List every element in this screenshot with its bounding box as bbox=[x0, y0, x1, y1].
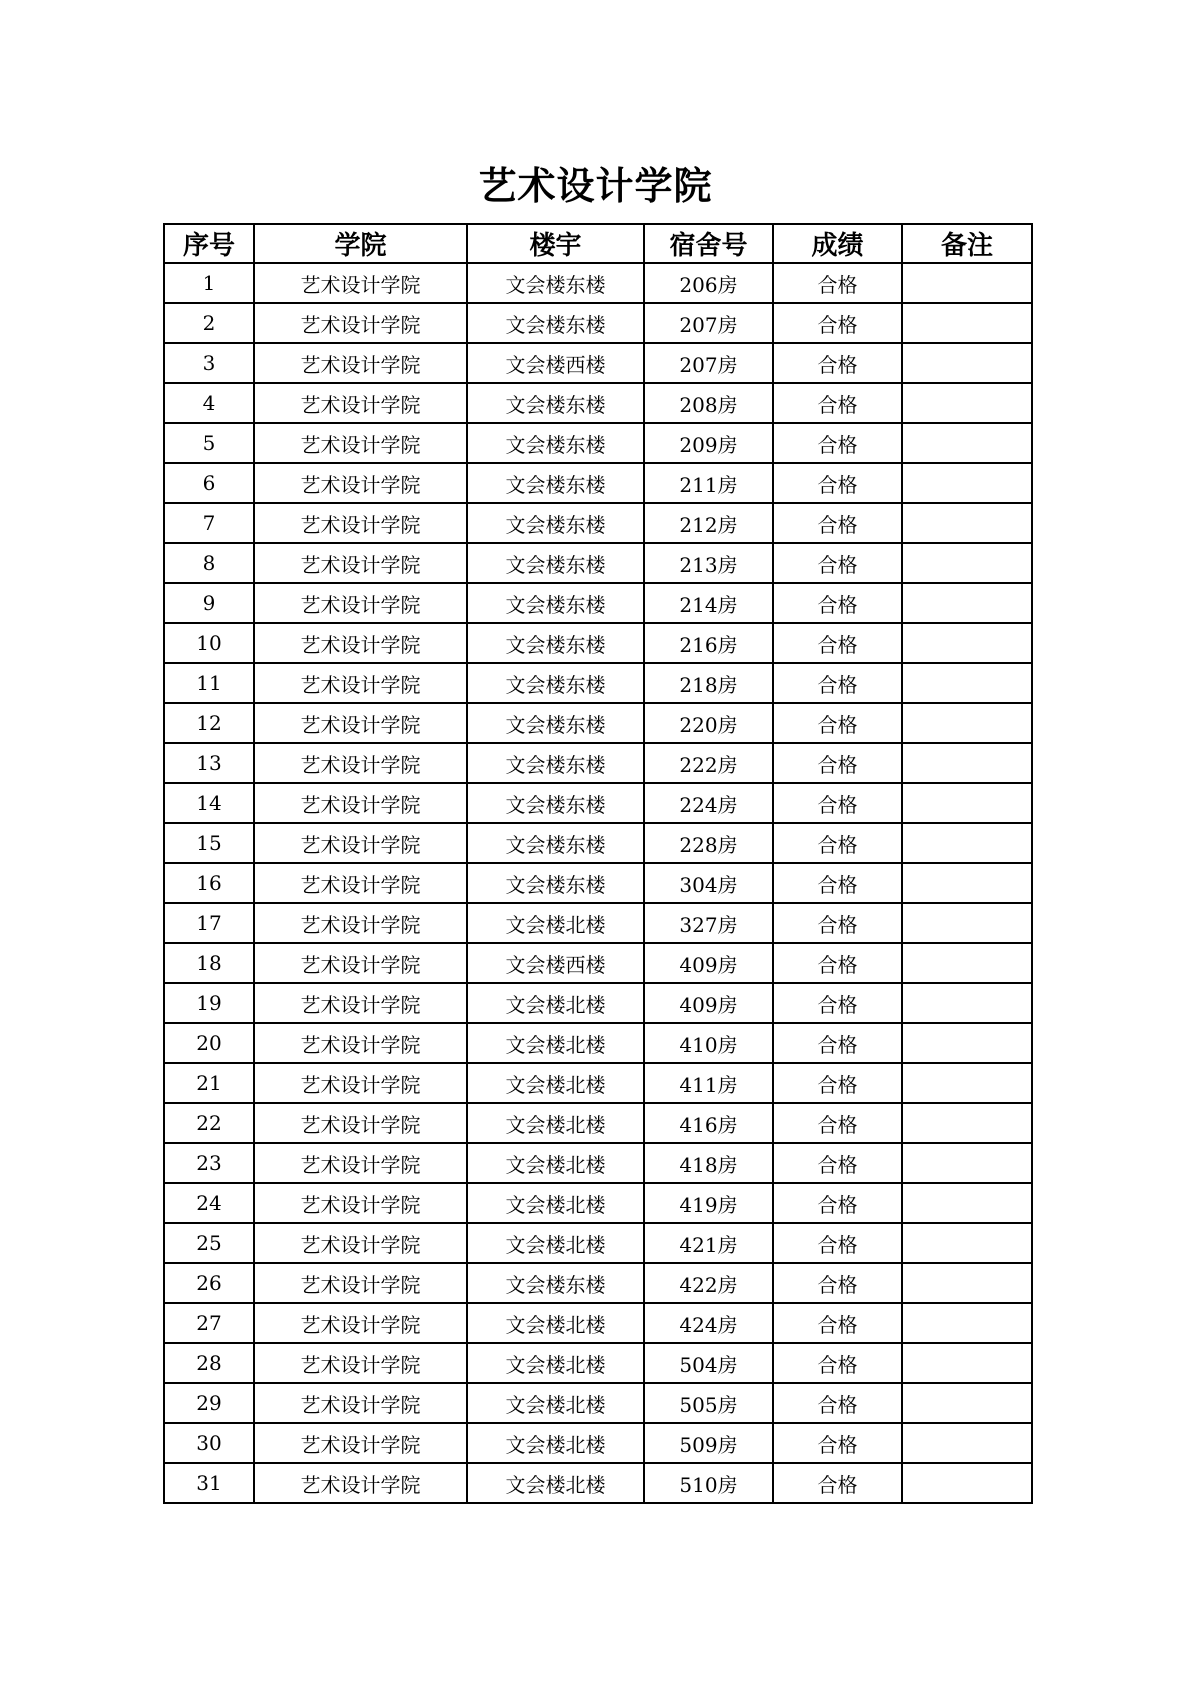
cell-college: 艺术设计学院 bbox=[254, 783, 467, 823]
cell-index: 30 bbox=[164, 1423, 254, 1463]
cell-result: 合格 bbox=[773, 543, 902, 583]
cell-room: 218房 bbox=[644, 663, 773, 703]
cell-remarks bbox=[902, 1023, 1032, 1063]
cell-remarks bbox=[902, 1063, 1032, 1103]
table-row bbox=[164, 1343, 1032, 1383]
cell-building: 文会楼北楼 bbox=[467, 1103, 644, 1143]
table-row bbox=[164, 343, 1032, 383]
cell-result: 合格 bbox=[773, 343, 902, 383]
table-header-row bbox=[164, 224, 1032, 263]
cell-result: 合格 bbox=[773, 743, 902, 783]
cell-index: 3 bbox=[164, 343, 254, 383]
cell-college: 艺术设计学院 bbox=[254, 1423, 467, 1463]
table-row bbox=[164, 1463, 1032, 1503]
table-row bbox=[164, 1103, 1032, 1143]
cell-college: 艺术设计学院 bbox=[254, 463, 467, 503]
header-building: 楼宇 bbox=[467, 224, 644, 263]
cell-building: 文会楼西楼 bbox=[467, 343, 644, 383]
cell-room: 206房 bbox=[644, 263, 773, 303]
cell-college: 艺术设计学院 bbox=[254, 623, 467, 663]
cell-result: 合格 bbox=[773, 983, 902, 1023]
header-college: 学院 bbox=[254, 224, 467, 263]
cell-college: 艺术设计学院 bbox=[254, 983, 467, 1023]
table-row bbox=[164, 583, 1032, 623]
cell-result: 合格 bbox=[773, 1023, 902, 1063]
cell-college: 艺术设计学院 bbox=[254, 303, 467, 343]
cell-remarks bbox=[902, 463, 1032, 503]
cell-building: 文会楼北楼 bbox=[467, 1023, 644, 1063]
table-row bbox=[164, 1183, 1032, 1223]
cell-index: 4 bbox=[164, 383, 254, 423]
header-result: 成绩 bbox=[773, 224, 902, 263]
cell-result: 合格 bbox=[773, 1263, 902, 1303]
cell-result: 合格 bbox=[773, 1423, 902, 1463]
cell-room: 207房 bbox=[644, 303, 773, 343]
cell-remarks bbox=[902, 663, 1032, 703]
table-row bbox=[164, 623, 1032, 663]
cell-index: 1 bbox=[164, 263, 254, 303]
cell-remarks bbox=[902, 503, 1032, 543]
cell-remarks bbox=[902, 1103, 1032, 1143]
cell-college: 艺术设计学院 bbox=[254, 1103, 467, 1143]
cell-college: 艺术设计学院 bbox=[254, 943, 467, 983]
cell-room: 209房 bbox=[644, 423, 773, 463]
cell-result: 合格 bbox=[773, 1183, 902, 1223]
table-row bbox=[164, 1263, 1032, 1303]
cell-remarks bbox=[902, 303, 1032, 343]
cell-index: 6 bbox=[164, 463, 254, 503]
cell-index: 20 bbox=[164, 1023, 254, 1063]
cell-index: 18 bbox=[164, 943, 254, 983]
cell-result: 合格 bbox=[773, 1143, 902, 1183]
cell-result: 合格 bbox=[773, 1383, 902, 1423]
cell-building: 文会楼东楼 bbox=[467, 1263, 644, 1303]
cell-result: 合格 bbox=[773, 1303, 902, 1343]
cell-building: 文会楼北楼 bbox=[467, 1383, 644, 1423]
cell-building: 文会楼东楼 bbox=[467, 423, 644, 463]
cell-college: 艺术设计学院 bbox=[254, 1063, 467, 1103]
cell-index: 12 bbox=[164, 703, 254, 743]
cell-room: 409房 bbox=[644, 983, 773, 1023]
cell-building: 文会楼东楼 bbox=[467, 663, 644, 703]
table-row bbox=[164, 1063, 1032, 1103]
cell-building: 文会楼北楼 bbox=[467, 1463, 644, 1503]
cell-result: 合格 bbox=[773, 703, 902, 743]
table-row bbox=[164, 1423, 1032, 1463]
cell-remarks bbox=[902, 1303, 1032, 1343]
page-title: 艺术设计学院 bbox=[478, 164, 713, 208]
table-row bbox=[164, 1143, 1032, 1183]
cell-college: 艺术设计学院 bbox=[254, 823, 467, 863]
cell-result: 合格 bbox=[773, 1223, 902, 1263]
cell-building: 文会楼北楼 bbox=[467, 1343, 644, 1383]
cell-result: 合格 bbox=[773, 1063, 902, 1103]
cell-room: 228房 bbox=[644, 823, 773, 863]
table-row bbox=[164, 743, 1032, 783]
table-row bbox=[164, 783, 1032, 823]
table-row bbox=[164, 1023, 1032, 1063]
cell-result: 合格 bbox=[773, 663, 902, 703]
cell-index: 17 bbox=[164, 903, 254, 943]
cell-remarks bbox=[902, 1423, 1032, 1463]
cell-remarks bbox=[902, 743, 1032, 783]
table-row bbox=[164, 303, 1032, 343]
cell-college: 艺术设计学院 bbox=[254, 903, 467, 943]
cell-remarks bbox=[902, 623, 1032, 663]
cell-result: 合格 bbox=[773, 1343, 902, 1383]
cell-index: 24 bbox=[164, 1183, 254, 1223]
cell-college: 艺术设计学院 bbox=[254, 663, 467, 703]
cell-index: 11 bbox=[164, 663, 254, 703]
cell-building: 文会楼东楼 bbox=[467, 503, 644, 543]
cell-index: 26 bbox=[164, 1263, 254, 1303]
cell-room: 220房 bbox=[644, 703, 773, 743]
cell-room: 207房 bbox=[644, 343, 773, 383]
cell-building: 文会楼北楼 bbox=[467, 1223, 644, 1263]
cell-result: 合格 bbox=[773, 423, 902, 463]
cell-remarks bbox=[902, 423, 1032, 463]
cell-room: 509房 bbox=[644, 1423, 773, 1463]
cell-remarks bbox=[902, 703, 1032, 743]
cell-remarks bbox=[902, 1223, 1032, 1263]
table-row bbox=[164, 703, 1032, 743]
cell-remarks bbox=[902, 263, 1032, 303]
cell-room: 222房 bbox=[644, 743, 773, 783]
cell-index: 21 bbox=[164, 1063, 254, 1103]
cell-remarks bbox=[902, 783, 1032, 823]
cell-index: 7 bbox=[164, 503, 254, 543]
cell-college: 艺术设计学院 bbox=[254, 543, 467, 583]
table-row bbox=[164, 943, 1032, 983]
cell-result: 合格 bbox=[773, 1463, 902, 1503]
cell-college: 艺术设计学院 bbox=[254, 583, 467, 623]
cell-college: 艺术设计学院 bbox=[254, 1183, 467, 1223]
cell-index: 8 bbox=[164, 543, 254, 583]
cell-college: 艺术设计学院 bbox=[254, 1383, 467, 1423]
cell-college: 艺术设计学院 bbox=[254, 343, 467, 383]
cell-remarks bbox=[902, 543, 1032, 583]
cell-building: 文会楼北楼 bbox=[467, 1143, 644, 1183]
cell-result: 合格 bbox=[773, 383, 902, 423]
cell-index: 10 bbox=[164, 623, 254, 663]
cell-remarks bbox=[902, 863, 1032, 903]
table-row bbox=[164, 1383, 1032, 1423]
cell-room: 214房 bbox=[644, 583, 773, 623]
table-row bbox=[164, 663, 1032, 703]
cell-index: 28 bbox=[164, 1343, 254, 1383]
cell-remarks bbox=[902, 343, 1032, 383]
cell-remarks bbox=[902, 1343, 1032, 1383]
cell-building: 文会楼东楼 bbox=[467, 783, 644, 823]
cell-college: 艺术设计学院 bbox=[254, 1023, 467, 1063]
cell-college: 艺术设计学院 bbox=[254, 1463, 467, 1503]
cell-index: 23 bbox=[164, 1143, 254, 1183]
cell-college: 艺术设计学院 bbox=[254, 1343, 467, 1383]
table-row bbox=[164, 503, 1032, 543]
table-row bbox=[164, 1303, 1032, 1343]
cell-building: 文会楼东楼 bbox=[467, 743, 644, 783]
cell-index: 16 bbox=[164, 863, 254, 903]
cell-college: 艺术设计学院 bbox=[254, 1303, 467, 1343]
cell-room: 505房 bbox=[644, 1383, 773, 1423]
cell-college: 艺术设计学院 bbox=[254, 703, 467, 743]
cell-remarks bbox=[902, 823, 1032, 863]
cell-room: 416房 bbox=[644, 1103, 773, 1143]
cell-remarks bbox=[902, 583, 1032, 623]
table-row bbox=[164, 383, 1032, 423]
cell-building: 文会楼东楼 bbox=[467, 263, 644, 303]
cell-building: 文会楼北楼 bbox=[467, 983, 644, 1023]
cell-result: 合格 bbox=[773, 463, 902, 503]
cell-college: 艺术设计学院 bbox=[254, 383, 467, 423]
cell-room: 327房 bbox=[644, 903, 773, 943]
cell-index: 19 bbox=[164, 983, 254, 1023]
cell-building: 文会楼北楼 bbox=[467, 1423, 644, 1463]
cell-building: 文会楼北楼 bbox=[467, 903, 644, 943]
cell-result: 合格 bbox=[773, 263, 902, 303]
cell-room: 421房 bbox=[644, 1223, 773, 1263]
cell-room: 216房 bbox=[644, 623, 773, 663]
table-row bbox=[164, 423, 1032, 463]
cell-building: 文会楼西楼 bbox=[467, 943, 644, 983]
cell-remarks bbox=[902, 903, 1032, 943]
cell-remarks bbox=[902, 1463, 1032, 1503]
cell-result: 合格 bbox=[773, 903, 902, 943]
cell-room: 419房 bbox=[644, 1183, 773, 1223]
cell-result: 合格 bbox=[773, 943, 902, 983]
cell-result: 合格 bbox=[773, 823, 902, 863]
cell-index: 29 bbox=[164, 1383, 254, 1423]
cell-college: 艺术设计学院 bbox=[254, 423, 467, 463]
cell-building: 文会楼东楼 bbox=[467, 823, 644, 863]
cell-index: 25 bbox=[164, 1223, 254, 1263]
cell-index: 15 bbox=[164, 823, 254, 863]
cell-room: 304房 bbox=[644, 863, 773, 903]
cell-building: 文会楼东楼 bbox=[467, 623, 644, 663]
cell-room: 409房 bbox=[644, 943, 773, 983]
cell-building: 文会楼北楼 bbox=[467, 1183, 644, 1223]
cell-college: 艺术设计学院 bbox=[254, 263, 467, 303]
cell-room: 213房 bbox=[644, 543, 773, 583]
table-row bbox=[164, 463, 1032, 503]
cell-index: 2 bbox=[164, 303, 254, 343]
cell-result: 合格 bbox=[773, 503, 902, 543]
cell-remarks bbox=[902, 943, 1032, 983]
table-row bbox=[164, 863, 1032, 903]
cell-building: 文会楼东楼 bbox=[467, 863, 644, 903]
cell-room: 510房 bbox=[644, 1463, 773, 1503]
cell-index: 9 bbox=[164, 583, 254, 623]
cell-index: 27 bbox=[164, 1303, 254, 1343]
cell-building: 文会楼东楼 bbox=[467, 383, 644, 423]
cell-college: 艺术设计学院 bbox=[254, 743, 467, 783]
table-row bbox=[164, 263, 1032, 303]
cell-room: 418房 bbox=[644, 1143, 773, 1183]
cell-remarks bbox=[902, 1183, 1032, 1223]
cell-room: 422房 bbox=[644, 1263, 773, 1303]
cell-room: 211房 bbox=[644, 463, 773, 503]
header-index: 序号 bbox=[164, 224, 254, 263]
cell-result: 合格 bbox=[773, 1103, 902, 1143]
dormitory-inspection-table bbox=[163, 223, 1033, 1504]
cell-remarks bbox=[902, 383, 1032, 423]
cell-room: 424房 bbox=[644, 1303, 773, 1343]
cell-college: 艺术设计学院 bbox=[254, 863, 467, 903]
cell-building: 文会楼东楼 bbox=[467, 463, 644, 503]
cell-index: 13 bbox=[164, 743, 254, 783]
header-room: 宿舍号 bbox=[644, 224, 773, 263]
table-row bbox=[164, 903, 1032, 943]
cell-building: 文会楼北楼 bbox=[467, 1063, 644, 1103]
header-remarks: 备注 bbox=[902, 224, 1032, 263]
cell-room: 504房 bbox=[644, 1343, 773, 1383]
cell-result: 合格 bbox=[773, 863, 902, 903]
cell-result: 合格 bbox=[773, 583, 902, 623]
table-row bbox=[164, 1223, 1032, 1263]
cell-room: 410房 bbox=[644, 1023, 773, 1063]
cell-college: 艺术设计学院 bbox=[254, 1223, 467, 1263]
cell-college: 艺术设计学院 bbox=[254, 1143, 467, 1183]
cell-building: 文会楼东楼 bbox=[467, 703, 644, 743]
cell-college: 艺术设计学院 bbox=[254, 1263, 467, 1303]
cell-index: 31 bbox=[164, 1463, 254, 1503]
cell-remarks bbox=[902, 1143, 1032, 1183]
cell-remarks bbox=[902, 983, 1032, 1023]
cell-building: 文会楼东楼 bbox=[467, 303, 644, 343]
cell-building: 文会楼东楼 bbox=[467, 583, 644, 623]
cell-result: 合格 bbox=[773, 623, 902, 663]
cell-result: 合格 bbox=[773, 783, 902, 823]
cell-index: 14 bbox=[164, 783, 254, 823]
cell-building: 文会楼东楼 bbox=[467, 543, 644, 583]
cell-remarks bbox=[902, 1383, 1032, 1423]
cell-index: 22 bbox=[164, 1103, 254, 1143]
cell-room: 212房 bbox=[644, 503, 773, 543]
cell-room: 208房 bbox=[644, 383, 773, 423]
table-row bbox=[164, 983, 1032, 1023]
cell-college: 艺术设计学院 bbox=[254, 503, 467, 543]
cell-room: 224房 bbox=[644, 783, 773, 823]
table-row bbox=[164, 823, 1032, 863]
cell-building: 文会楼北楼 bbox=[467, 1303, 644, 1343]
cell-result: 合格 bbox=[773, 303, 902, 343]
cell-remarks bbox=[902, 1263, 1032, 1303]
table-body bbox=[164, 263, 1032, 1503]
table-row bbox=[164, 543, 1032, 583]
cell-index: 5 bbox=[164, 423, 254, 463]
cell-room: 411房 bbox=[644, 1063, 773, 1103]
